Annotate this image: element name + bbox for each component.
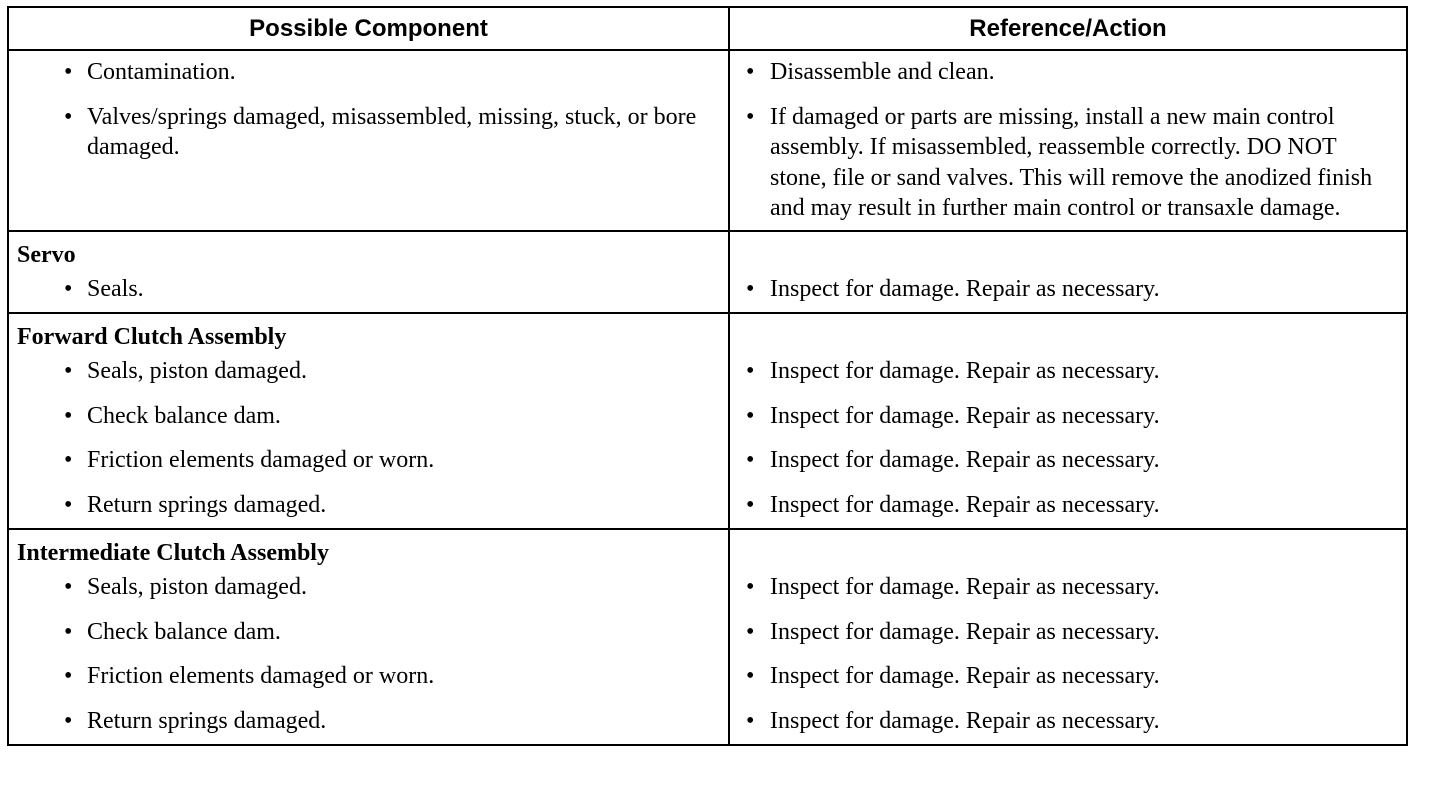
table-row xyxy=(8,268,1407,314)
bullet-icon: • xyxy=(64,59,73,85)
table-row xyxy=(8,96,1407,231)
table-row xyxy=(8,439,1407,484)
component-text: Contamination. xyxy=(87,59,236,85)
action-text: Inspect for damage. Repair as necessary. xyxy=(770,707,1160,734)
component-text: Valves/springs damaged, misassembled, missing, stuck, or bore damaged. xyxy=(87,103,697,160)
component-text: Check balance dam. xyxy=(87,618,281,645)
action-text: Inspect for damage. Repair as necessary. xyxy=(770,402,1160,429)
table-row xyxy=(8,484,1407,530)
table-row xyxy=(8,395,1407,440)
component-cell xyxy=(8,96,729,231)
bullet-icon: • xyxy=(64,663,73,689)
component-text: Seals, piston damaged. xyxy=(87,358,307,384)
component-text: Check balance dam. xyxy=(87,402,281,429)
action-cell xyxy=(729,700,1407,746)
section-heading-row xyxy=(8,313,1407,350)
bullet-icon: • xyxy=(64,402,73,429)
section-heading-cell xyxy=(8,231,729,268)
bullet-icon: • xyxy=(746,574,755,600)
bullet-icon: • xyxy=(746,59,755,85)
action-cell xyxy=(729,50,1407,96)
component-cell xyxy=(8,566,729,611)
component-text: Return springs damaged. xyxy=(87,491,327,518)
action-text: Inspect for damage. Repair as necessary. xyxy=(770,574,1160,600)
component-cell xyxy=(8,50,729,96)
bullet-icon: • xyxy=(64,491,73,518)
action-cell xyxy=(729,566,1407,611)
action-cell xyxy=(729,655,1407,700)
table-row xyxy=(8,655,1407,700)
diagnosis-table xyxy=(7,6,1408,746)
action-text: Inspect for damage. Repair as necessary. xyxy=(770,618,1160,645)
component-cell xyxy=(8,395,729,440)
bullet-icon: • xyxy=(64,574,73,600)
bullet-icon: • xyxy=(746,103,755,130)
bullet-icon: • xyxy=(746,275,755,302)
empty-cell xyxy=(729,529,1407,566)
column-header-component: Possible Component xyxy=(8,7,729,50)
bullet-icon: • xyxy=(746,447,755,473)
empty-cell xyxy=(729,313,1407,350)
action-text: Inspect for damage. Repair as necessary. xyxy=(770,275,1160,302)
action-cell xyxy=(729,350,1407,395)
bullet-icon: • xyxy=(64,103,73,130)
component-cell xyxy=(8,350,729,395)
component-cell xyxy=(8,484,729,530)
column-header-action: Reference/Action xyxy=(729,7,1407,50)
section-heading: Intermediate Clutch Assembly xyxy=(17,540,329,566)
component-text: Friction elements damaged or worn. xyxy=(87,447,435,473)
table-row xyxy=(8,50,1407,96)
component-text: Seals. xyxy=(87,275,144,302)
table-row xyxy=(8,611,1407,656)
component-text: Seals, piston damaged. xyxy=(87,574,307,600)
action-cell xyxy=(729,268,1407,314)
action-cell xyxy=(729,96,1407,231)
bullet-icon: • xyxy=(64,447,73,473)
section-heading: Forward Clutch Assembly xyxy=(17,324,287,350)
component-cell xyxy=(8,611,729,656)
empty-cell xyxy=(729,231,1407,268)
section-heading-row xyxy=(8,529,1407,566)
bullet-icon: • xyxy=(64,618,73,645)
component-text: Friction elements damaged or worn. xyxy=(87,663,435,689)
table-row xyxy=(8,566,1407,611)
bullet-icon: • xyxy=(746,491,755,518)
bullet-icon: • xyxy=(64,358,73,384)
bullet-icon: • xyxy=(746,618,755,645)
bullet-icon: • xyxy=(746,707,755,734)
section-heading-cell xyxy=(8,529,729,566)
component-cell xyxy=(8,700,729,746)
component-cell xyxy=(8,655,729,700)
section-heading-row xyxy=(8,231,1407,268)
table-row xyxy=(8,700,1407,746)
bullet-icon: • xyxy=(746,402,755,429)
component-cell xyxy=(8,268,729,314)
bullet-icon: • xyxy=(746,358,755,384)
action-text: If damaged or parts are missing, install a new main control assembly. If misassembled, reassemble correctly. DO NOT stone, file or sand valves. This will remove the anodized finish and may result in further main control or transaxle damage. xyxy=(770,103,1373,221)
component-cell xyxy=(8,439,729,484)
action-cell xyxy=(729,484,1407,530)
bullet-icon: • xyxy=(746,663,755,689)
header-row xyxy=(8,7,1407,50)
action-cell xyxy=(729,395,1407,440)
action-cell xyxy=(729,611,1407,656)
action-cell xyxy=(729,439,1407,484)
action-text: Inspect for damage. Repair as necessary. xyxy=(770,447,1160,473)
action-text: Inspect for damage. Repair as necessary. xyxy=(770,491,1160,518)
component-text: Return springs damaged. xyxy=(87,707,327,734)
action-text: Disassemble and clean. xyxy=(770,59,995,85)
section-heading: Servo xyxy=(17,241,76,268)
table-row xyxy=(8,350,1407,395)
section-heading-cell xyxy=(8,313,729,350)
action-text: Inspect for damage. Repair as necessary. xyxy=(770,358,1160,384)
bullet-icon: • xyxy=(64,707,73,734)
action-text: Inspect for damage. Repair as necessary. xyxy=(770,663,1160,689)
bullet-icon: • xyxy=(64,275,73,302)
